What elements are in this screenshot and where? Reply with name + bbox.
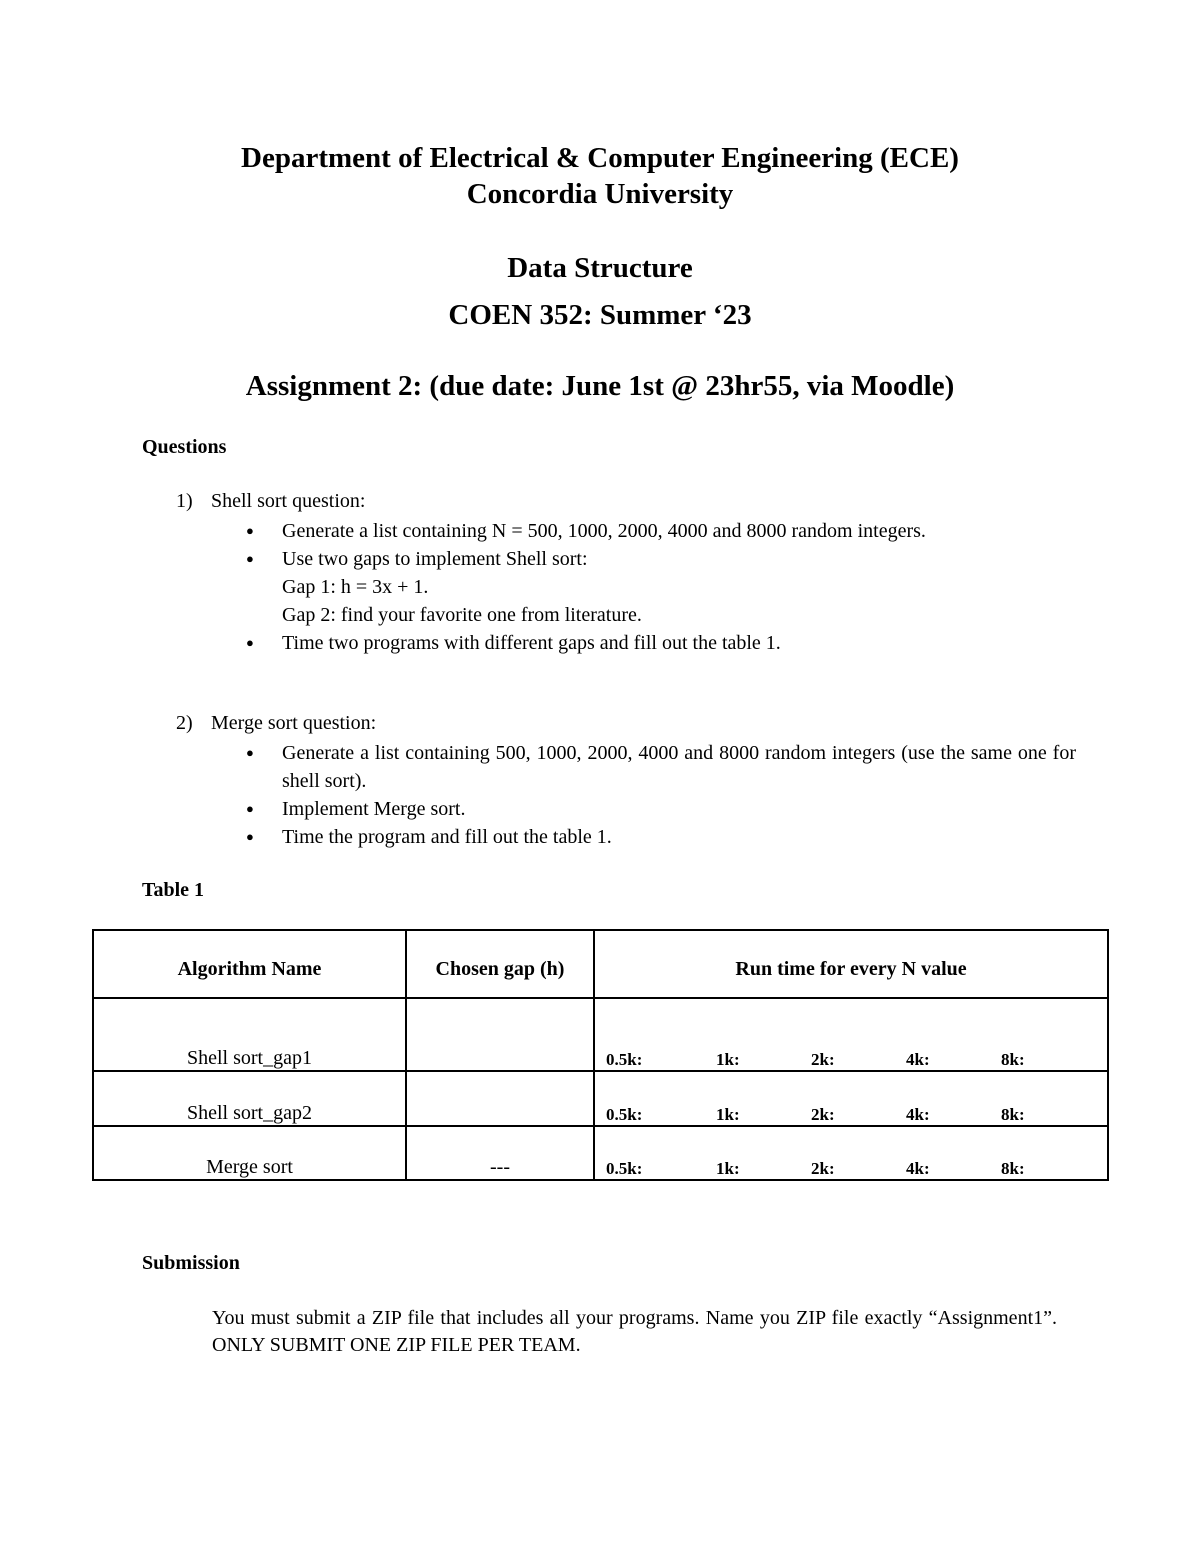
runtime-label: 2k: (811, 1105, 835, 1124)
list-item (246, 629, 1076, 657)
gap-2-text: Gap 2: find your favorite one from literature. (282, 604, 642, 626)
header-run-time: Run time for every N value (594, 930, 1108, 998)
assignment-title: Assignment 2: (due date: June 1st @ 23hr55, via Moodle) (245, 370, 955, 402)
table-row (93, 1071, 1108, 1126)
course-code: COEN 352: Summer ‘23 (448, 299, 752, 331)
runtime-label: 0.5k: (606, 1105, 643, 1124)
bullet-text: Generate a list containing N = 500, 1000, 2000, 4000 and 8000 random integers. (282, 520, 926, 542)
algorithm-cell: Merge sort (93, 1126, 406, 1180)
header-algorithm-name: Algorithm Name (93, 930, 406, 998)
results-table (92, 929, 1109, 1181)
runtime-label: 4k: (906, 1050, 930, 1069)
list-item (246, 823, 1076, 851)
runtime-cell (594, 1126, 1108, 1180)
bullet-text: Time the program and fill out the table 1. (282, 826, 612, 848)
list-item (246, 545, 1076, 629)
gap-1-text: Gap 1: h = 3x + 1. (282, 576, 429, 598)
runtime-label: 1k: (716, 1105, 740, 1124)
runtime-label: 1k: (716, 1159, 740, 1178)
question-2-number: 2) (176, 712, 193, 734)
gap-cell (406, 998, 594, 1071)
table-row (93, 998, 1108, 1071)
runtime-label: 1k: (716, 1050, 740, 1069)
runtime-cell (594, 998, 1108, 1071)
runtime-cell (594, 1071, 1108, 1126)
question-1 (176, 490, 365, 513)
table-caption: Table 1 (142, 879, 205, 901)
question-1-title: Shell sort question: (211, 490, 366, 512)
header-chosen-gap: Chosen gap (h) (406, 930, 594, 998)
question-2-title: Merge sort question: (211, 712, 377, 734)
questions-heading: Questions (142, 436, 227, 458)
runtime-label: 2k: (811, 1050, 835, 1069)
table-row (93, 1126, 1108, 1180)
runtime-label: 0.5k: (606, 1050, 643, 1069)
bullet-text: Time two programs with different gaps and fill out the table 1. (282, 632, 781, 654)
university-title: Concordia University (466, 178, 734, 210)
runtime-label: 2k: (811, 1159, 835, 1178)
gap-cell (406, 1071, 594, 1126)
question-1-bullets (246, 517, 1076, 657)
bullet-text: ● Use two gaps to implement Shell sort: (282, 548, 588, 570)
runtime-label: 0.5k: (606, 1159, 643, 1178)
algorithm-cell: Shell sort_gap2 (93, 1071, 406, 1126)
table-header-row (93, 930, 1108, 998)
course-name: Data Structure (507, 252, 693, 284)
runtime-label: 8k: (1001, 1050, 1025, 1069)
question-2 (176, 712, 376, 735)
submission-heading: Submission (142, 1252, 240, 1274)
list-item (246, 795, 1076, 823)
runtime-label: 4k: (906, 1159, 930, 1178)
runtime-label: 4k: (906, 1105, 930, 1124)
bullet-text: Generate a list containing 500, 1000, 2000, 4000 and 8000 random integers (use the same one for shell sort). (282, 742, 1076, 792)
algorithm-cell: Shell sort_gap1 (93, 998, 406, 1071)
submission-text: You must submit a ZIP file that includes all your programs. Name you ZIP file exactly “Assignment1”. ONLY SUBMIT ONE ZIP FILE PER TEAM. (212, 1307, 1057, 1356)
gap-cell: --- (406, 1126, 594, 1180)
list-item (246, 739, 1076, 795)
runtime-label: 8k: (1001, 1105, 1025, 1124)
department-title: Department of Electrical & Computer Engineering (ECE) (241, 142, 959, 174)
question-1-number: 1) (176, 490, 193, 512)
bullet-text: Implement Merge sort. (282, 798, 466, 820)
runtime-label: 8k: (1001, 1159, 1025, 1178)
list-item (246, 517, 1076, 545)
question-2-bullets (246, 739, 1076, 851)
